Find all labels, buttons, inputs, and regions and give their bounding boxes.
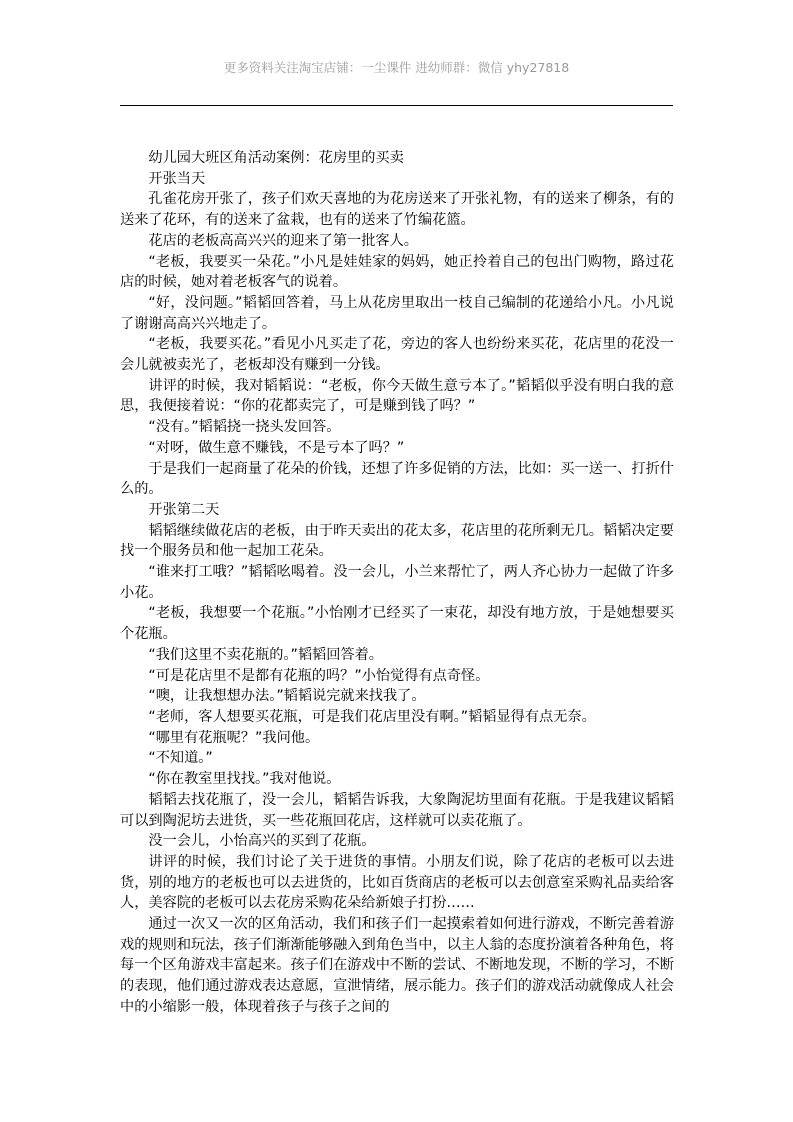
paragraph: 通过一次又一次的区角活动，我们和孩子们一起摸索着如何进行游戏，不断完善着游戏的规则和玩法，孩子们渐渐能够融入到角色当中，以主人翁的态度扮演着各种角色，将每一个区角游戏丰富起来。孩子们在游戏中不断的尝试、不断地发现，不断的学习，不断的表现，他们通过游戏表达意愿，宣泄情绪，展示能力。孩子们的游戏活动就像成人社会中的小缩影一般，体现着孩子与孩子之间的 (120, 916, 674, 1015)
header-rule (120, 105, 673, 106)
section-heading: 开张第二天 (148, 501, 220, 518)
paragraph: “对呀，做生意不赚钱，不是亏本了吗？” (148, 439, 405, 456)
paragraph: “我们这里不卖花瓶的。”韬韬回答着。 (148, 646, 383, 663)
paragraph: “好，没问题。”韬韬回答着，马上从花房里取出一枝自己编制的花递给小凡。小凡说了谢谢高高兴兴地走了。 (120, 294, 674, 332)
paragraph: 讲评的时候，我对韬韬说：“老板，你今天做生意亏本了。”韬韬似乎没有明白我的意思，我便接着说：“你的花都卖完了，可是赚到钱了吗？” (120, 377, 674, 415)
paragraph: “噢，让我想想办法。”韬韬说完就来找我了。 (148, 688, 426, 705)
document-title: 幼儿园大班区角活动案例：花房里的买卖 (148, 150, 404, 166)
page-header: 更多资料关注淘宝店铺：一尘课件 进幼师群：微信 yhy27818 (223, 60, 570, 75)
paragraph: “没有。”韬韬挠一挠头发回答。 (148, 419, 341, 436)
paragraph: 没一会儿，小怡高兴的买到了花瓶。 (148, 833, 376, 850)
paragraph: 孔雀花房开张了，孩子们欢天喜地的为花房送来了开张礼物，有的送来了柳条，有的送来了花环，有的送来了盆栽，也有的送来了竹编花篮。 (120, 191, 674, 229)
section-heading: 开张当天 (148, 170, 206, 187)
paragraph: 于是我们一起商量了花朵的价钱，还想了许多促销的方法，比如：买一送一、打折什么的。 (120, 460, 674, 498)
paragraph: “老板，我想要一个花瓶。”小怡刚才已经买了一束花，却没有地方放，于是她想要买个花瓶。 (120, 605, 674, 643)
paragraph: “可是花店里不是都有花瓶的吗？”小怡觉得有点奇怪。 (148, 667, 490, 684)
paragraph: 韬韬继续做花店的老板，由于昨天卖出的花太多，花店里的花所剩无几。韬韬决定要找一个服务员和他一起加工花朵。 (120, 522, 674, 560)
paragraph: “老板，我要买一朵花。”小凡是娃娃家的妈妈，她正拎着自己的包出门购物，路过花店的时候，她对着老板客气的说着。 (120, 253, 674, 291)
paragraph: “老板，我要买花。”看见小凡买走了花，旁边的客人也纷纷来买花，花店里的花没一会儿就被卖光了，老板却没有赚到一分钱。 (120, 336, 674, 374)
paragraph: “老师，客人想要买花瓶，可是我们花店里没有啊。”韬韬显得有点无奈。 (148, 708, 596, 725)
paragraph: 花店的老板高高兴兴的迎来了第一批客人。 (148, 232, 418, 249)
paragraph: 韬韬去找花瓶了，没一会儿，韬韬告诉我，大象陶泥坊里面有花瓶。于是我建议韬韬可以到陶泥坊去进货，买一些花瓶回花店，这样就可以卖花瓶了。 (120, 791, 674, 829)
paragraph: “你在教室里找找。”我对他说。 (148, 771, 341, 788)
document-body (120, 148, 674, 1018)
paragraph: 讲评的时候，我们讨论了关于进货的事情。小朋友们说，除了花店的老板可以去进货，别的地方的老板也可以去进货的，比如百货商店的老板可以去创意室采购礼品卖给客人，美容院的老板可以去花房采购花朵给新娘子打扮…… (120, 853, 674, 912)
paragraph: “不知道。” (148, 750, 213, 767)
paragraph: “谁来打工哦？”韬韬吆喝着。没一会儿，小兰来帮忙了，两人齐心协力一起做了许多小花。 (120, 564, 674, 601)
paragraph: “哪里有花瓶呢？”我问他。 (148, 729, 320, 746)
